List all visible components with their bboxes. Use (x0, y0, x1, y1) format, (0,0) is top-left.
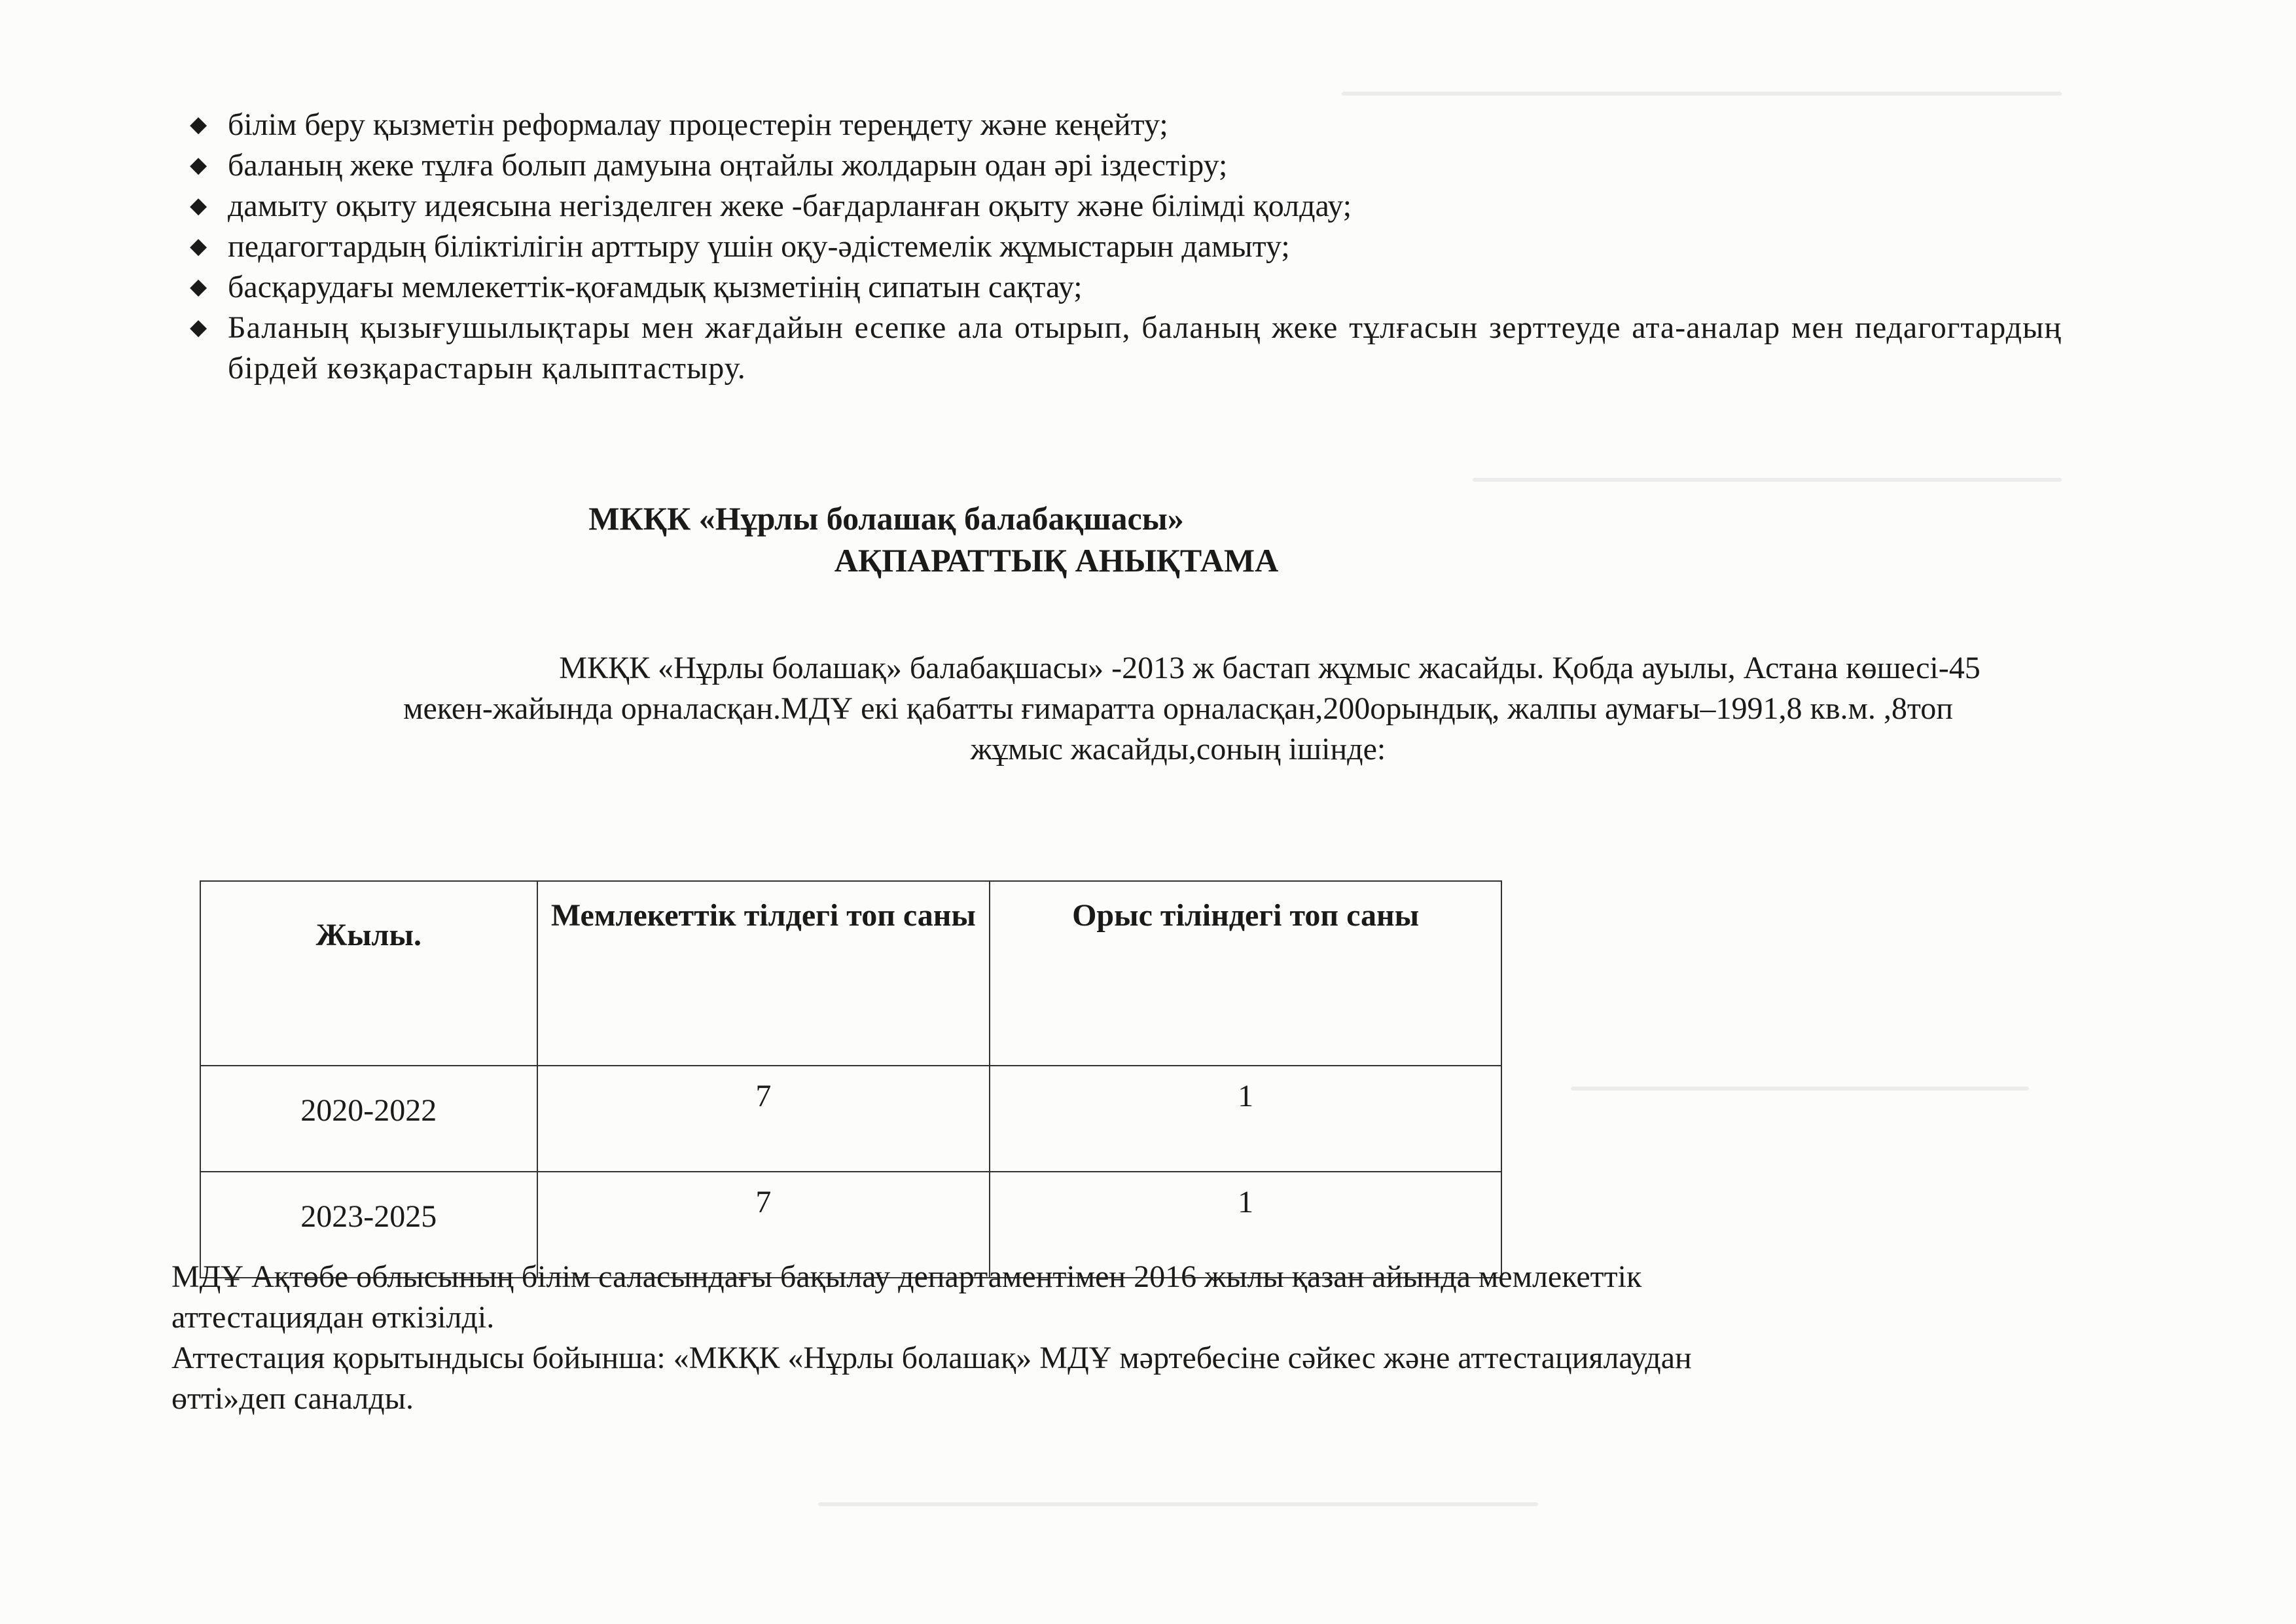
diamond-bullet-icon: ◆ (190, 113, 207, 137)
diamond-bullet-icon: ◆ (190, 234, 207, 259)
table-cell-russian-count: 1 (990, 1172, 1501, 1278)
groups-table (200, 880, 1502, 1278)
intro-line: МКҚК «Нұрлы болашақ» балабақшасы» -2013 ж бастап жұмыс жасайды. Қобда ауылы, Астана көшесі-45 (559, 651, 1981, 685)
diamond-bullet-icon: ◆ (190, 194, 207, 218)
bullet-item (190, 145, 2062, 186)
table-cell-russian-count: 1 (990, 1066, 1501, 1172)
title-line-heading: АҚПАРАТТЫҚ АНЫҚТАМА (834, 542, 1279, 579)
closing-line: аттестациядан өткізілді. (171, 1300, 495, 1335)
title-line-organization: МКҚК «Нұрлы болашақ балабақшасы» (588, 500, 1184, 537)
table-cell-kazakh-count: 7 (537, 1172, 990, 1278)
closing-paragraph (171, 1257, 2109, 1419)
table-header-row (200, 881, 1501, 1066)
bleed-through-mark (1342, 92, 2062, 96)
bullet-item (190, 308, 2062, 389)
bullet-item (190, 267, 2062, 308)
table-cell-year: 2023-2025 (200, 1172, 537, 1278)
bullet-text: білім беру қызметін реформалау процестерін тереңдету және кеңейту; (228, 107, 1168, 142)
table-header-kazakh-groups: Мемлекеттік тілдегі топ саны (537, 881, 990, 1066)
table-header-russian-groups: Орыс тіліндегі топ саны (990, 881, 1501, 1066)
bullet-text: баланың жеке тұлға болып дамуына оңтайлы жолдарын одан әрі іздестіру; (228, 148, 1228, 183)
closing-line: Аттестация қорытындысы бойынша: «МКҚК «Нұрлы болашақ» МДҰ мәртебесіне сәйкес және аттестациялаудан (171, 1341, 1692, 1375)
table-cell-kazakh-count: 7 (537, 1066, 990, 1172)
bullet-list (190, 105, 2062, 389)
bullet-text: Баланың қызығушылықтары мен жағдайын есепке ала отырып, баланың жеке тұлғасын зерттеуде ата-аналар мен педагогтардың бірдей көзқарастарын қалыптастыру. (228, 310, 2062, 386)
diamond-bullet-icon: ◆ (190, 153, 207, 177)
bleed-through-mark (1571, 1087, 2029, 1091)
bullet-item (190, 226, 2062, 267)
intro-line: мекен-жайында орналасқан.МДҰ екі қабатты ғимаратта орналасқан,200орындық, жалпы аумағы–1991,8 кв.м. ,8топ (403, 691, 1953, 726)
table-row (200, 1066, 1501, 1172)
bullet-text: педагогтардың біліктілігін арттыру үшін оқу-әдістемелік жұмыстарын дамыту; (228, 229, 1290, 264)
table-header-year: Жылы. (200, 881, 537, 1066)
closing-line: өтті»деп саналды. (171, 1381, 414, 1416)
intro-line: жұмыс жасайды,соның ішінде: (970, 732, 1386, 767)
diamond-bullet-icon: ◆ (190, 275, 207, 299)
closing-line: МДҰ Ақтөбе облысының білім саласындағы бақылау департаментімен 2016 жылы қазан айында мемлекеттік (171, 1259, 1642, 1294)
bleed-through-mark (818, 1502, 1538, 1506)
bullet-text: дамыту оқыту идеясына негізделген жеке -бағдарланған оқыту және білімді қолдау; (228, 189, 1352, 223)
bullet-item (190, 105, 2062, 145)
bullet-item (190, 186, 2062, 226)
diamond-bullet-icon: ◆ (190, 316, 208, 340)
intro-paragraph (196, 648, 2160, 770)
table-cell-year: 2020-2022 (200, 1066, 537, 1172)
bullet-text: басқарудағы мемлекеттік-қоғамдық қызметінің сипатын сақтау; (228, 270, 1083, 304)
document-title (0, 497, 2296, 581)
bleed-through-mark (1473, 478, 2062, 482)
